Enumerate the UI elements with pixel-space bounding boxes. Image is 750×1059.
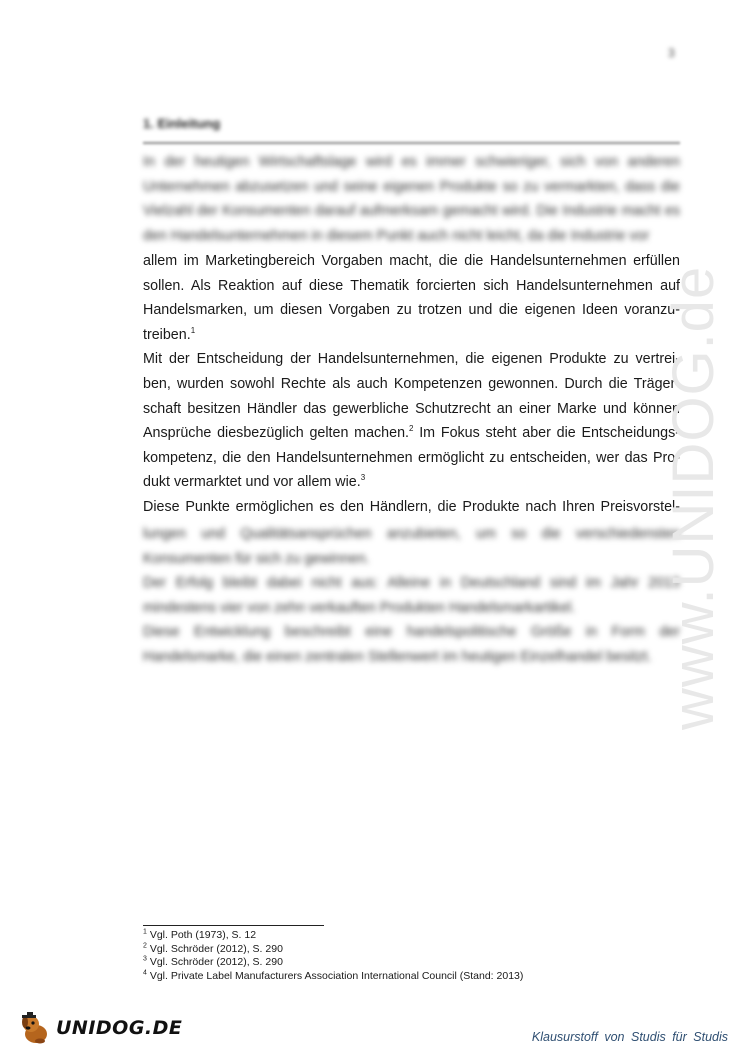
footnote-mark: 1: [190, 326, 196, 336]
blurred-closing-paragraphs: [143, 522, 680, 670]
text-line: schaft besitzen Händler das gewerbliche Schutzrecht an einer Marke und können: [143, 400, 680, 417]
blurred-intro-paragraph: In der heutigen Wirtschaftslage wird es immer schwieriger, sich von anderen Unternehmen abzusetzen und seine eigenen Produkte so zu vermarkten, dass die Vielzahl der Konsumenten darauf aufmerksam gemacht wird. Die Industrie macht es den Handelsunternehmen in diesem Punkt auch nicht leicht, da die Industrie vor: [143, 154, 680, 244]
footnotes: [143, 929, 523, 983]
footnote-separator: [143, 925, 324, 926]
blurred-paragraph: Der Erfolg bleibt dabei nicht aus: Alleine in Deutschland sind im Jahr 2013 mindestens vier von zehn verkauften Produkten Handelsmarkartikel.: [143, 575, 680, 616]
text-line: Mit der Entscheidung der Handelsunternehmen, die eigenen Produkte zu vertrei-: [143, 351, 680, 368]
blurred-paragraph: Diese Entwicklung beschreibt eine handelspolitische Größe in Form der Handelsmarke, die einen zentralen Stellenwert im heutigen Einzelhandel besitzt.: [143, 624, 680, 665]
section-heading: 1. Einleitung: [143, 116, 221, 131]
footnote: $^1$ Vgl. Poth (1973), S. 12: [143, 928, 257, 941]
text-line: Diese Punkte ermöglichen es den Händlern, die Produkte nach Ihren Preisvorstel-: [143, 498, 680, 515]
text-line: allem im Marketingbereich Vorgaben macht, die die Handelsunternehmen erfüllen: [143, 253, 680, 269]
footnote: $^3$ Vgl. Schröder (2012), S. 290: [143, 955, 283, 969]
visible-text-block: [143, 249, 680, 520]
footnote-mark: 3: [360, 473, 366, 483]
text-line: treiben.$^1$: [143, 326, 196, 343]
footnote-mark: 2: [409, 424, 414, 434]
footnote: $^4$ Vgl. Private Label Manufacturers Association International Council (Stand: 2013): [143, 969, 524, 982]
watermark-text: www.UNIDOG.de: [661, 265, 726, 730]
watermark-container: [660, 250, 740, 730]
unidog-logo[interactable]: [18, 1010, 182, 1046]
text-line: dukt vermarktet und vor allem wie.$^3$: [143, 473, 366, 491]
logo-text: UNIDOG.DE: [56, 1017, 183, 1039]
text-line: sollen. Als Reaktion auf diese Thematik forcierten sich Handelsunternehmen auf: [143, 277, 680, 294]
text-line: Handelsmarken, um diesen Vorgaben zu trotzen und die eigenen Ideen voranzu-: [143, 302, 680, 319]
tagline: Klausurstoff von Studis für Studis: [531, 1030, 728, 1044]
dog-mascot-icon: [18, 1010, 54, 1046]
footnote: $^2$ Vgl. Schröder (2012), S. 290: [143, 942, 283, 955]
heading-rule: [143, 142, 680, 144]
page-number: 3: [668, 46, 675, 60]
blurred-paragraph: lungen und Qualitätsansprüchen anzubieten, um so die verschiedensten Konsumenten für sich zu gewinnen.: [143, 526, 680, 567]
text-line: kompetenz, die den Handelsunternehmen ermöglicht zu entscheiden, wer das Pro-: [143, 449, 680, 466]
text-line: Ansprüche diesbezüglich gelten machen.$^2$ Im Fokus steht aber die Entscheidungs-: [143, 424, 680, 442]
text-line: ben, wurden sowohl Rechte als auch Kompetenzen gewonnen. Durch die Träger-: [143, 375, 680, 392]
